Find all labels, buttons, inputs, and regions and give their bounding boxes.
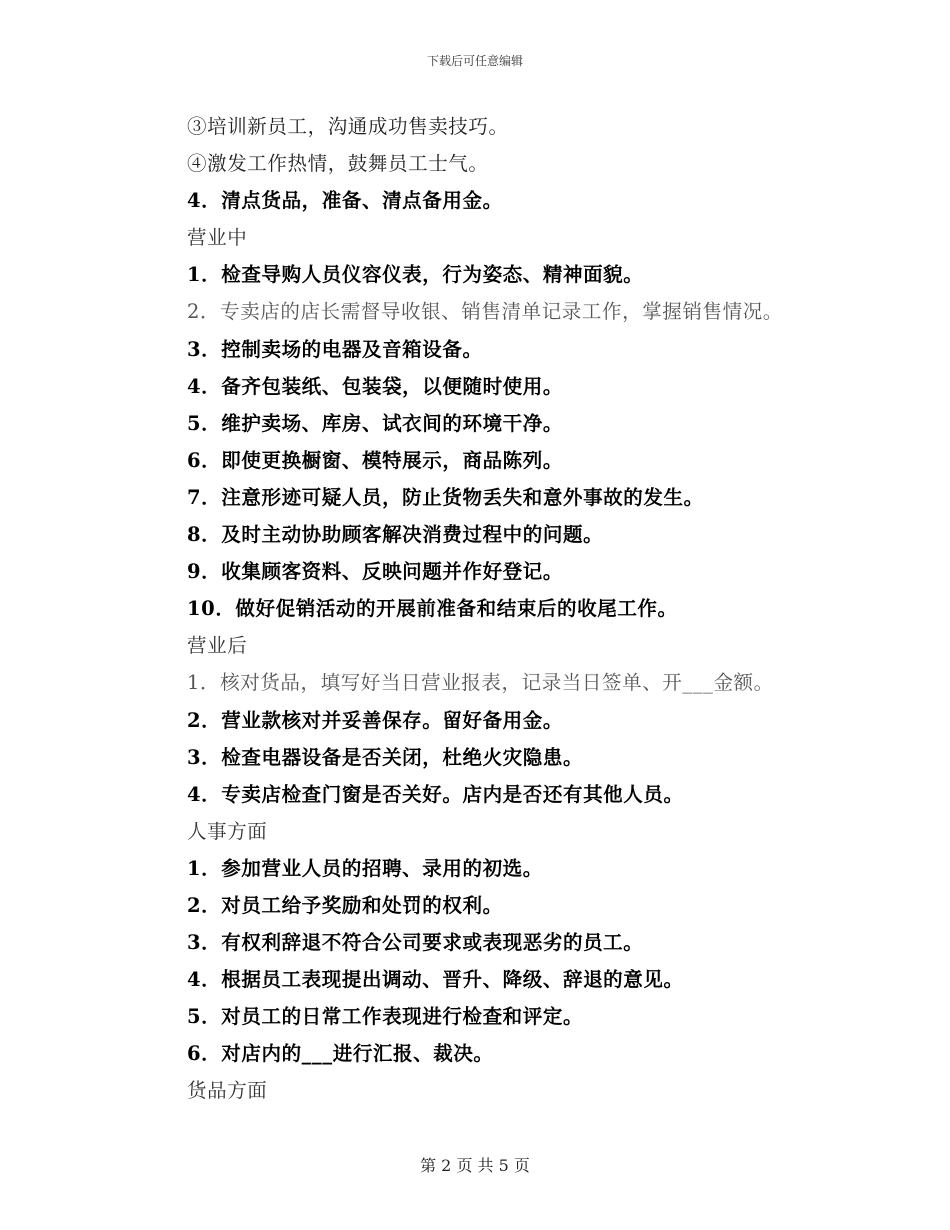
document-line: ③培训新员工，沟通成功售卖技巧。: [187, 115, 509, 138]
document-line: 4．清点货品，准备、清点备用金。: [187, 189, 503, 213]
section-heading: 营业后: [187, 634, 248, 658]
document-line: 1．参加营业人员的招聘、录用的初选。: [187, 856, 543, 880]
document-line: 7．注意形迹可疑人员，防止货物丢失和意外事故的发生。: [187, 485, 704, 509]
document-line: ④激发工作热情，鼓舞员工士气。: [187, 152, 489, 176]
document-line: 1．核对货品，填写好当日营业报表，记录当日签单、开___金额。: [187, 671, 774, 695]
document-line: 2．对员工给予奖励和处罚的权利。: [187, 893, 503, 917]
document-line: 4．根据员工表现提出调动、晋升、降级、辞退的意见。: [187, 968, 684, 992]
document-line: 2．专卖店的店长需督导收银、销售清单记录工作，掌握销售情况。: [187, 300, 783, 324]
document-line: 5．维护卖场、库房、试衣间的环境干净。: [187, 411, 563, 435]
document-line: 6．即使更换橱窗、模特展示，商品陈列。: [187, 448, 563, 472]
section-heading: 货品方面: [187, 1079, 268, 1103]
section-heading: 营业中: [187, 226, 248, 250]
document-line: 5．对员工的日常工作表现进行检查和评定。: [187, 1005, 584, 1029]
document-line: 6．对店内的___进行汇报、裁决。: [187, 1042, 494, 1066]
document-line: 4．专卖店检查门窗是否关好。店内是否还有其他人员。: [187, 782, 684, 806]
document-line: 3．控制卖场的电器及音箱设备。: [187, 337, 483, 361]
document-line: 4．备齐包装纸、包装袋，以便随时使用。: [187, 374, 563, 398]
document-line: 10．做好促销活动的开展前准备和结束后的收尾工作。: [187, 597, 678, 621]
document-line: 3．检查电器设备是否关闭，杜绝火灾隐患。: [187, 745, 584, 769]
document-line: 2．营业款核对并妥善保存。留好备用金。: [187, 708, 563, 732]
document-body: [187, 108, 887, 1110]
document-line: 3．有权利辞退不符合公司要求或表现恶劣的员工。: [187, 931, 644, 955]
document-line: 8．及时主动协助顾客解决消费过程中的问题。: [187, 523, 604, 547]
page-footer: 第 2 页 共 5 页: [420, 1156, 530, 1175]
page-header: 下载后可任意编辑: [426, 54, 523, 68]
section-heading: 人事方面: [187, 819, 268, 843]
document-line: 9．收集顾客资料、反映问题并作好登记。: [187, 560, 563, 584]
document-line: 1．检查导购人员仪容仪表，行为姿态、精神面貌。: [187, 263, 644, 287]
